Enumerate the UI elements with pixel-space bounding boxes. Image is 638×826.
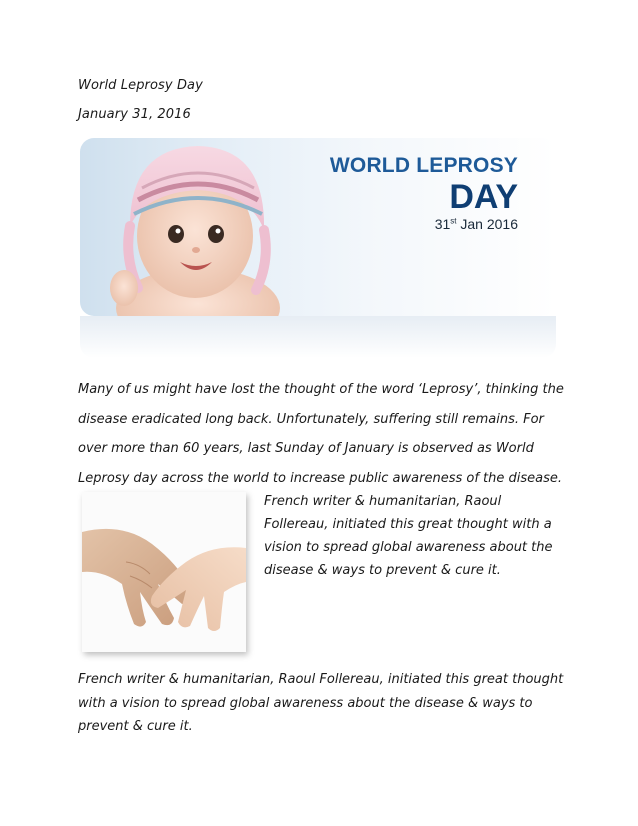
world-leprosy-day-banner <box>80 138 556 316</box>
baby-illustration <box>90 138 330 316</box>
document-date: January 31, 2016 <box>78 107 191 122</box>
document-title: World Leprosy Day <box>78 78 203 93</box>
holding-hands-image <box>82 492 246 652</box>
banner-heading <box>330 154 518 232</box>
banner-date: 31st Jan 2016 <box>434 216 518 232</box>
paragraph-follereau: French writer & humanitarian, Raoul Follereau, initiated this great thought with a vision to spread global awareness about the disease & ways to prevent & cure it. <box>78 672 564 734</box>
paragraph-follereau-side: French writer & humanitarian, Raoul Follereau, initiated this great thought with a vision to spread global awareness about the disease & ways to prevent & cure it. <box>264 494 553 578</box>
paragraph-intro: Many of us might have lost the thought of the word ‘Leprosy’, thinking the disease eradicated long back. Unfortunately, suffering still remains. For over more than 60 years, last Sunday of January is observed as World Leprosy day across the world to increase public awareness of the disease. <box>78 382 564 486</box>
holding-hands-illustration <box>82 492 246 652</box>
banner-line-day: DAY <box>449 178 518 216</box>
banner-reflection <box>80 316 556 358</box>
banner-line-world-leprosy: WORLD LEPROSY <box>329 154 518 177</box>
